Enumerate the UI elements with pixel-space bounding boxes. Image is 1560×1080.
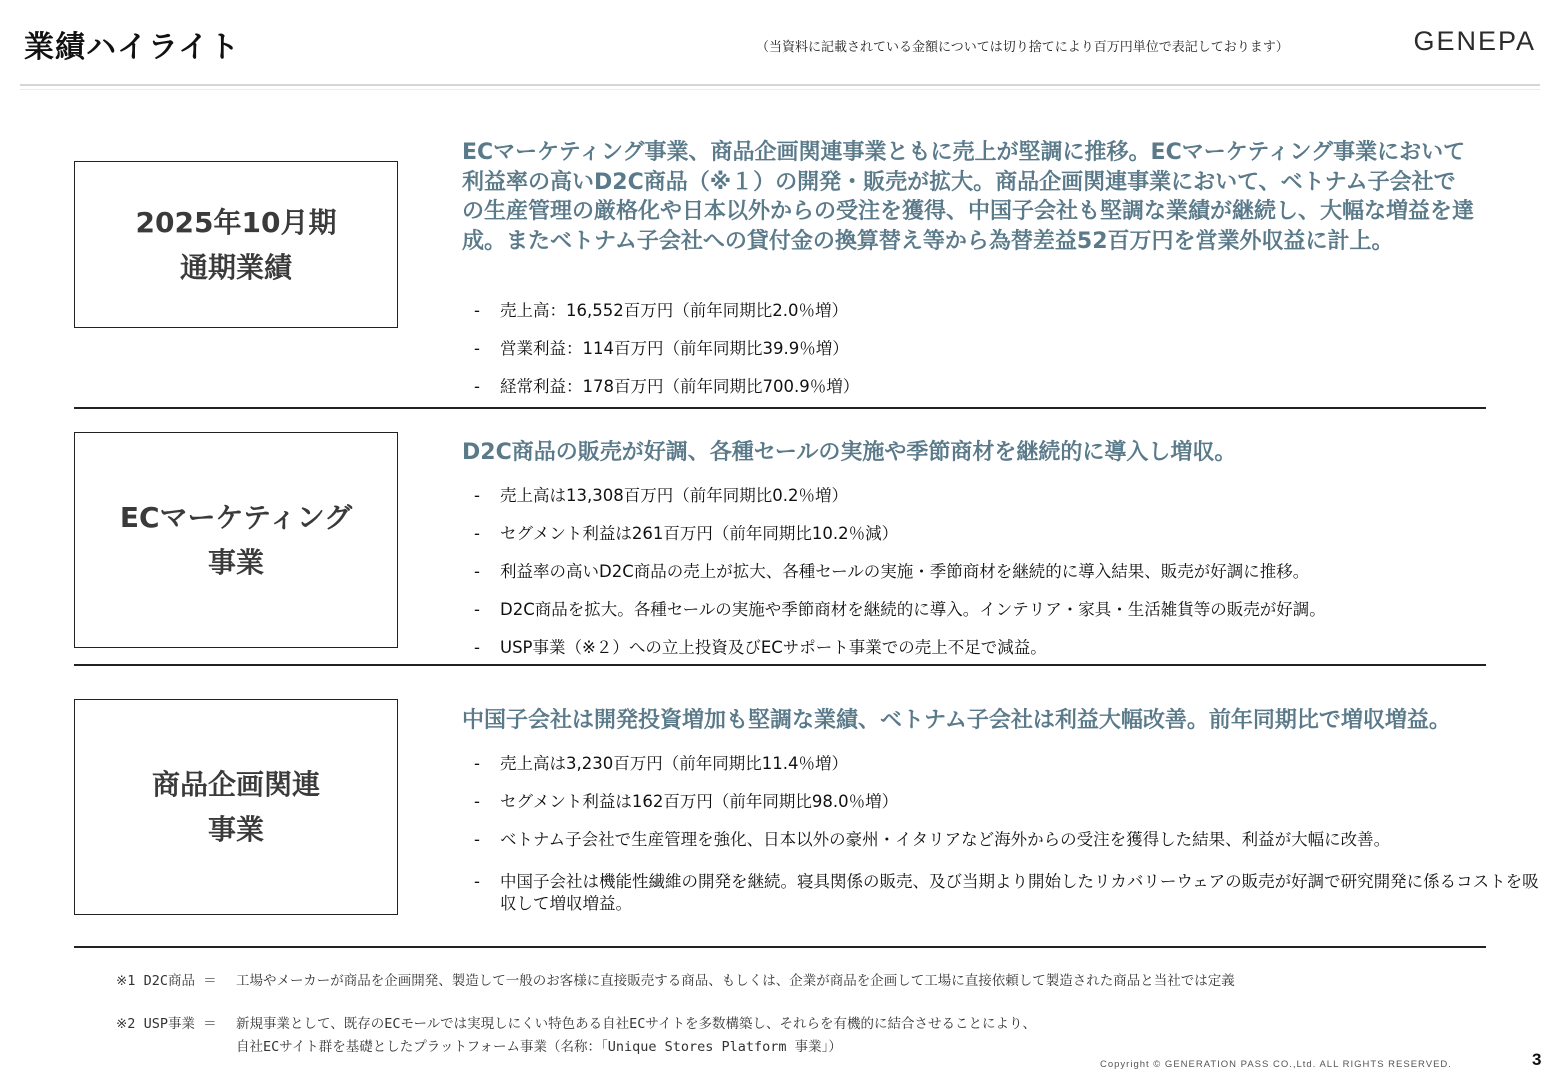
section-divider	[74, 407, 1486, 409]
section-title-box	[74, 699, 398, 915]
bullet-item: - USP事業（※２）への立上投資及びECサポート事業での売上不足で減益。	[474, 637, 1524, 659]
bullet-list	[474, 753, 1540, 915]
section-headline: D2C商品の販売が好調、各種セールの実施や季節商材を継続的に導入し増収。	[462, 440, 1237, 465]
copyright: Copyright © GENERATION PASS CO.,Ltd. ALL RIGHTS RESERVED.	[1100, 1059, 1452, 1070]
bullet-item: - 売上高は13,308百万円（前年同期比0.2％増）	[474, 485, 1524, 507]
footnote	[116, 969, 1235, 989]
section-headline: 中国子会社は開発投資増加も堅調な業績、ベトナム子会社は利益大幅改善。前年同期比で増収増益。	[462, 708, 1451, 733]
bullet-item: - D2C商品を拡大。各種セールの実施や季節商材を継続的に導入。インテリア・家具・生活雑貨等の販売が好調。	[474, 599, 1524, 621]
company-logo: GENEPA	[1413, 26, 1536, 56]
bullet-list	[474, 300, 1524, 398]
footnote-text: 新規事業として、既存のECモールでは実現しにくい特色ある自社ECサイトを多数構築し、それらを有機的に結合させることにより、	[236, 1016, 1036, 1032]
page-number: 3	[1532, 1050, 1542, 1069]
footnote-text-continued: 自社ECサイト群を基礎としたプラットフォーム事業（名称：「Unique Stores Platform 事業」）	[236, 1039, 842, 1055]
section-headline: ECマーケティング事業、商品企画関連事業ともに売上が堅調に推移。ECマーケティング事業において利益率の高いD2C商品（※１）の開発・販売が拡大。商品企画関連事業において、ベトナム子会社での生産管理の厳格化や日本以外からの受注を獲得、中国子会社も堅調な業績が継続し、大幅な増益を達成。またベトナム子会社への貸付金の換算替え等から為替差益52百万円を営業外収益に計上。	[462, 140, 1475, 254]
section-title: ECマーケティング 事業	[119, 501, 353, 579]
footnote	[116, 1012, 1036, 1055]
section-title: 商品企画関連 事業	[151, 768, 320, 846]
bullet-item: - セグメント利益は162百万円（前年同期比98.0％増）	[474, 791, 1540, 813]
header-divider	[20, 84, 1540, 86]
section-title-box	[74, 432, 398, 648]
section-title: 2025年10月期 通期業績	[135, 205, 337, 284]
page-title: 業績ハイライト	[24, 30, 241, 65]
section-divider	[74, 946, 1486, 948]
bullet-item: - セグメント利益は261百万円（前年同期比10.2％減）	[474, 523, 1524, 545]
bullet-list	[474, 485, 1524, 659]
bullet-item: - 売上高は3,230百万円（前年同期比11.4％増）	[474, 753, 1540, 775]
section-title-box	[74, 161, 398, 328]
bullet-item: - 経常利益：178百万円（前年同期比700.9％増）	[474, 376, 1524, 398]
bullet-item: - 営業利益：114百万円（前年同期比39.9％増）	[474, 338, 1524, 360]
section-divider	[74, 664, 1486, 666]
bullet-item: - 売上高：16,552百万円（前年同期比2.0％増）	[474, 300, 1524, 322]
footnote-text: 工場やメーカーが商品を企画開発、製造して一般のお客様に直接販売する商品、もしくは、企業が商品を企画して工場に直接依頼して製造された商品と当社では定義	[236, 973, 1235, 989]
bullet-item: - 利益率の高いD2C商品の売上が拡大、各種セールの実施・季節商材を継続的に導入結果、販売が好調に推移。	[474, 561, 1524, 583]
header-note: （当資料に記載されている金額については切り捨てにより百万円単位で表記しております）	[756, 40, 1289, 55]
footnote-mark: ※1 D2C商品 ＝	[116, 973, 217, 989]
bullet-item: - ベトナム子会社で生産管理を強化、日本以外の豪州・イタリアなど海外からの受注を獲得した結果、利益が大幅に改善。	[474, 829, 1540, 851]
header-divider-secondary	[20, 89, 1540, 90]
bullet-item: - 中国子会社は機能性繊維の開発を継続。寝具関係の販売、及び当期より開始したリカバリーウェアの販売が好調で研究開発に係るコストを吸収して増収増益。	[474, 871, 1540, 915]
footnote-mark: ※2 USP事業 ＝	[116, 1016, 217, 1032]
